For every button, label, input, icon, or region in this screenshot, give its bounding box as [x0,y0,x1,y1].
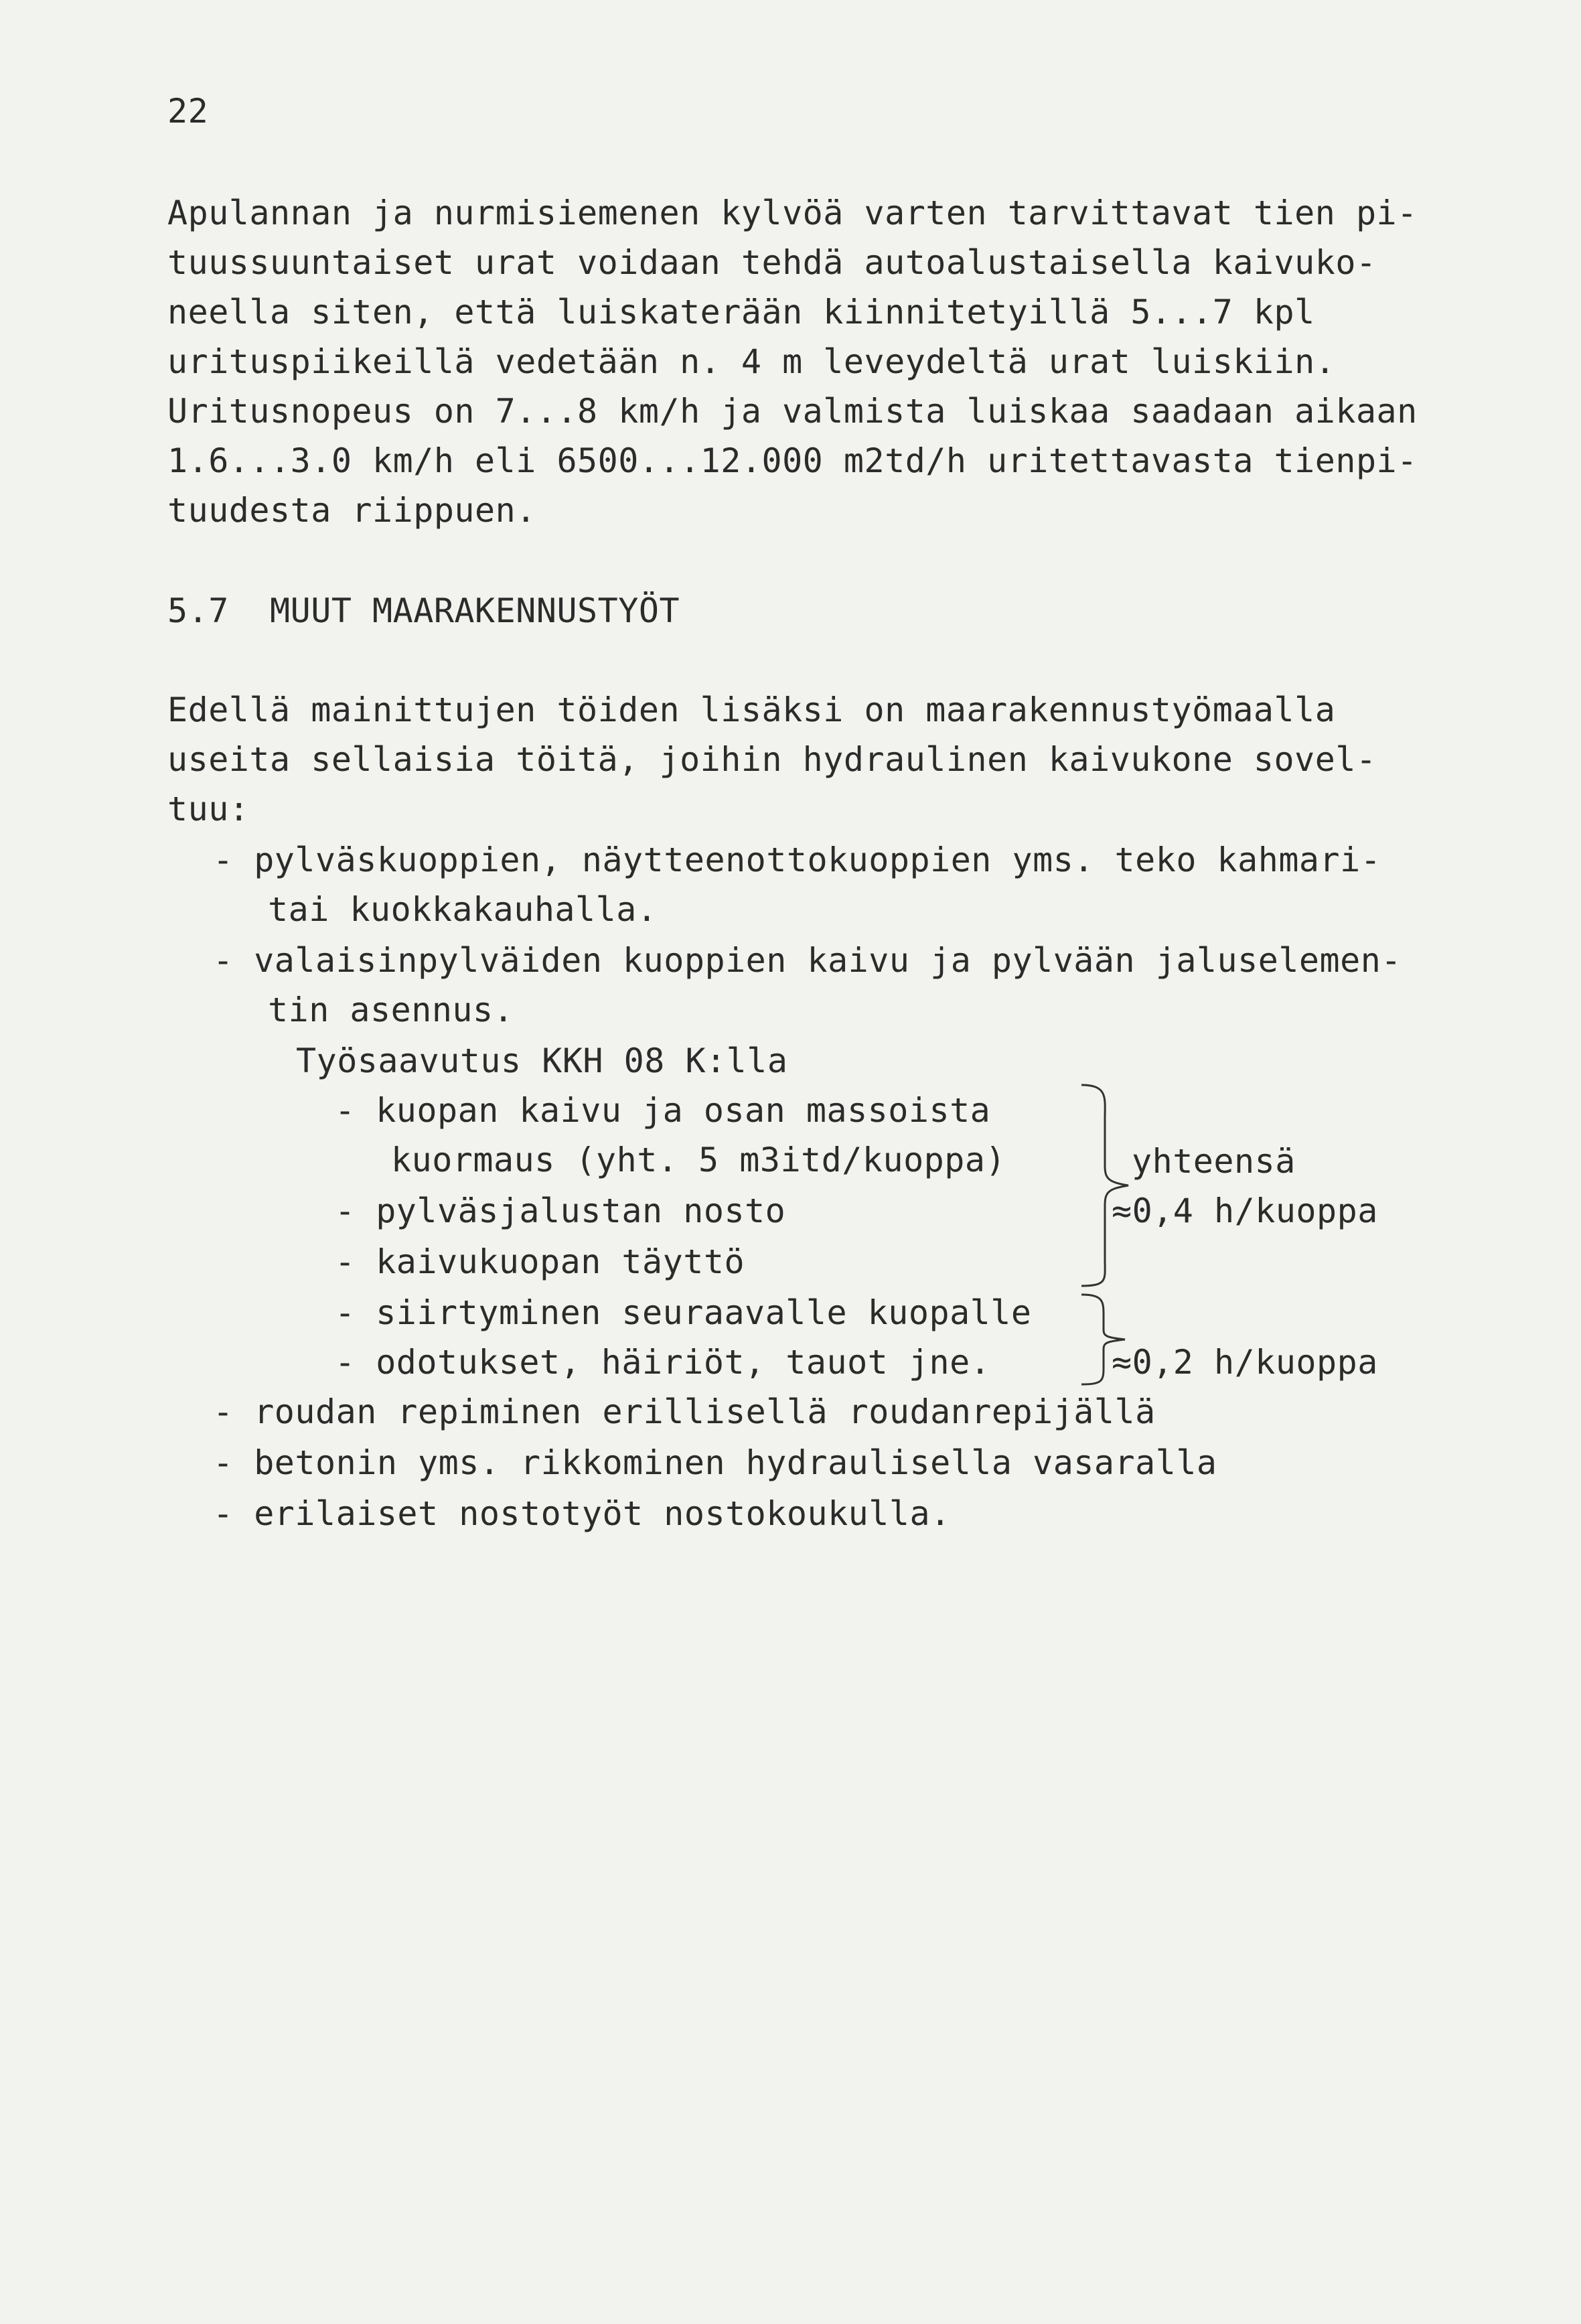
sub-list-item: - pylväsjalustan nosto [335,1191,786,1230]
paragraph-2-line: useita sellaisia töitä, joihin hydraulinen kaivukone sovel- [167,740,1377,779]
total-value-2: ≈0,2 h/kuoppa [1112,1343,1378,1382]
list-item: - valaisinpylväiden kuoppien kaivu ja pylvään jaluselemen- [213,941,1402,980]
list-item: - pylväskuoppien, näytteenottokuoppien yms. teko kahmari- [213,841,1381,879]
curly-brace-group-1 [1078,1078,1132,1293]
total-label: yhteensä [1132,1142,1296,1181]
paragraph-1-line: neella siten, että luiskaterään kiinnitetyillä 5...7 kpl [167,293,1315,332]
paragraph-1-line: 1.6...3.0 km/h eli 6500...12.000 m2td/h uritettavasta tienpi- [167,441,1418,480]
total-value-1: ≈0,4 h/kuoppa [1112,1191,1378,1230]
paragraph-1-line: Uritusnopeus on 7...8 km/h ja valmista luiskaa saadaan aikaan [167,392,1418,431]
paragraph-2-line: tuu: [167,790,250,828]
section-heading: 5.7 MUUT MAARAKENNUSTYÖT [167,591,680,630]
sub-list-item: - odotukset, häiriöt, tauot jne. [335,1343,991,1382]
page-number: 22 [167,92,209,131]
list-item: - erilaiset nostotyöt nostokoukulla. [213,1494,951,1533]
paragraph-1-line: tuudesta riippuen. [167,491,536,530]
work-output-heading: Työsaavutus KKH 08 K:lla [296,1041,788,1080]
sub-list-item-continuation: kuormaus (yht. 5 m3itd/kuoppa) [391,1141,1006,1179]
paragraph-1-line: tuussuuntaiset urat voidaan tehdä autoalustaisella kaivuko- [167,243,1377,282]
sub-list-item: - kuopan kaivu ja osan massoista [335,1091,991,1130]
list-item: - betonin yms. rikkominen hydraulisella vasaralla [213,1443,1217,1482]
list-item: - roudan repiminen erillisellä roudanrepijällä [213,1392,1156,1431]
sub-list-item: - siirtyminen seuraavalle kuopalle [335,1293,1032,1332]
paragraph-1-line: Apulannan ja nurmisiemenen kylvöä varten tarvittavat tien pi- [167,194,1418,232]
sub-list-item: - kaivukuopan täyttö [335,1242,745,1281]
paragraph-2-line: Edellä mainittujen töiden lisäksi on maarakennustyömaalla [167,691,1336,729]
list-item-continuation: tai kuokkakauhalla. [268,890,658,929]
paragraph-1-line: urituspiikeillä vedetään n. 4 m leveydeltä urat luiskiin. [167,342,1336,381]
list-item-continuation: tin asennus. [268,991,514,1029]
